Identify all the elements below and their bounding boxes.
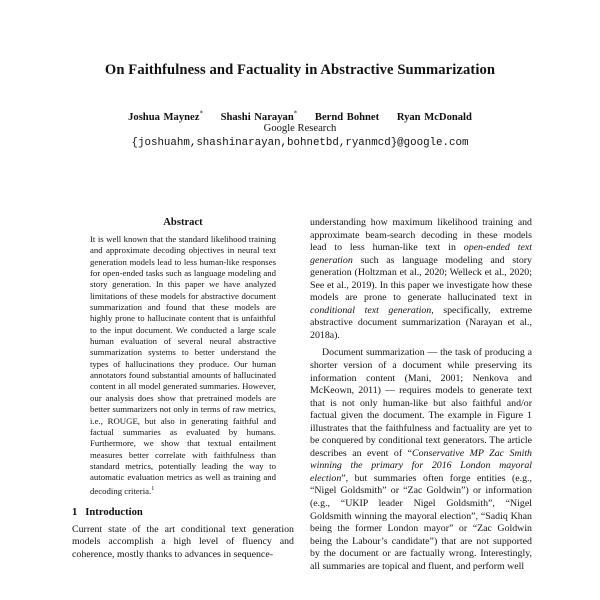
author — [220, 109, 298, 123]
abstract-body — [72, 234, 294, 497]
affiliation: Google Research — [263, 123, 337, 134]
author-email: {joshuahm,shashinarayan,bohnetbd,ryanmcd}@google.com — [131, 137, 469, 149]
abstract-heading: Abstract — [163, 217, 203, 228]
author-list — [0, 109, 600, 123]
text-run: such as language modeling and story generation (Holtzman et al., 2020; Welleck et al., 2020; See et al., 2019). In this paper we investigate how these models are prone to generate hallucinated text in — [310, 254, 532, 304]
paper-title: On Faithfulness and Factuality in Abstractive Summarization — [104, 62, 496, 78]
italic-run: Conservative MP Zac Smith winning the primary for 2016 London mayoral election — [310, 447, 532, 484]
author-name: Ryan McDonald — [396, 111, 472, 123]
text-run: understanding how maximum likelihood training and approximate beam-search decoding in these models lead to less human-like text in — [310, 217, 532, 254]
section-title: Introduction — [85, 506, 143, 518]
italic-run: conditional text generation — [310, 304, 432, 316]
section-heading-introduction — [72, 507, 294, 518]
introduction-paragraph: Current state of the art conditional text generation models accomplish a high level of fluency and coherence, mostly thanks to advances in sequence- — [72, 523, 294, 560]
text-run: Document summarization — the task of producing a shorter version of a document while preserving its information content (Mani, 2001; Nenkova and McKeown, 2011) — requires models to generate text that is not only human-like but also faithful and/or factual given the document. The example in Figure 1 illustrates that the faithfulness and factuality are yet to be conquered by conditional text generators. The article describes an event of “ — [310, 347, 532, 459]
section-number: 1 — [72, 506, 78, 518]
author-mark: * — [199, 109, 203, 117]
author — [128, 109, 203, 123]
left-column — [72, 217, 294, 561]
abstract-text: It is well known that the standard likelihood training and approximate decoding objectives in neural text generation models lead to less human-like responses for open-ended tasks such as language modeling and story generation. In this paper we have analyzed limitations of these models for abstractive document summarization and found that these models are highly prone to hallucinate content that is unfaithful to the input document. We conducted a large scale human evaluation of several neural abstractive summarization systems to better understand the types of hallucinations they produce. Our human annotators found substantial amounts of hallucinated content in all model generated summaries. However, our analysis does show that pretrained models are better summarizers not only in terms of raw metrics, i.e., ROUGE, but also in generating faithful and factual summaries as evaluated by humans. Furthermore, we show that textual entailment measures better correlate with faithfulness than standard metrics, potentially leading the way to automatic evaluation metrics as well as training and decoding criteria. — [90, 234, 276, 496]
author-name: Shashi Narayan — [220, 111, 294, 123]
text-run: , specifically, extreme abstractive document summarization (Narayan et al., 2018a). — [310, 304, 532, 341]
right-column — [310, 217, 532, 573]
right-paragraph-1 — [310, 217, 532, 342]
footnote-mark: 1 — [151, 485, 155, 492]
text-run: ”, but summaries often forge entities (e.g., “Nigel Goldsmith” or “Zac Goldwin”) or information (e.g., “UKIP leader Nigel Goldsmith”, “Nigel Goldsmith winning the mayoral election”, “Sadiq Khan being the former London mayor” or “Zac Goldwin being the Labour’s candidate”) that are not supported by the document or are factually wrong. Interestingly, all summaries are topical and fluent, and perform well — [310, 472, 532, 572]
author-mark: * — [293, 109, 298, 117]
right-paragraph-2 — [310, 347, 532, 573]
author — [397, 112, 472, 123]
author-name: Joshua Maynez — [128, 111, 200, 123]
author — [315, 112, 379, 123]
author-name: Bernd Bohnet — [314, 111, 380, 123]
italic-run: open-ended text generation — [310, 242, 532, 266]
